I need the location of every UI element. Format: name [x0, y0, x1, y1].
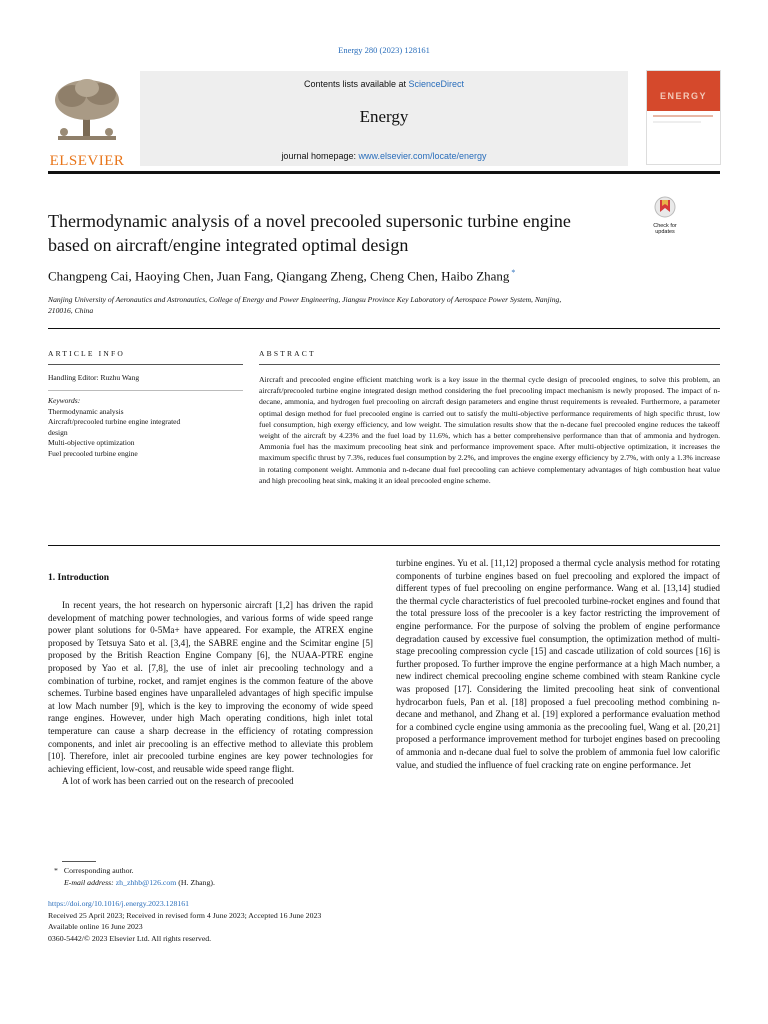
abstract-rule	[259, 364, 720, 365]
doi-link[interactable]: https://doi.org/10.1016/j.energy.2023.128161	[48, 899, 190, 908]
email-label: E-mail address:	[64, 878, 116, 887]
author-list	[48, 268, 515, 284]
handling-editor: Handling Editor: Ruzhu Wang	[48, 373, 140, 382]
corresponding-author-mark[interactable]: *	[511, 268, 516, 277]
cover-title: ENERGY	[659, 91, 707, 101]
check-for-updates-badge[interactable]	[648, 196, 682, 235]
title-line-1: Thermodynamic analysis of a novel precooled supersonic turbine engine	[48, 211, 571, 231]
editor-rule	[48, 390, 243, 391]
article-title	[48, 209, 648, 257]
affiliation	[48, 294, 720, 316]
abstract-bottom-rule	[48, 545, 720, 546]
publication-info	[48, 898, 321, 944]
keywords-label: Keywords:	[48, 396, 81, 405]
sciencedirect-link[interactable]: ScienceDirect	[408, 79, 465, 89]
received-dates: Received 25 April 2023; Received in revised form 4 June 2023; Accepted 16 June 2023	[48, 910, 322, 920]
journal-reference[interactable]: Energy 280 (2023) 128161	[338, 45, 430, 55]
keyword-item: Fuel precooled turbine engine	[48, 448, 138, 458]
contents-prefix: Contents lists available at	[303, 79, 409, 89]
updates-badge-line1: Check for	[653, 223, 677, 229]
copyright: 0360-5442/© 2023 Elsevier Ltd. All rights reserved.	[48, 933, 212, 943]
article-info-heading: ARTICLE INFO	[48, 349, 125, 358]
journal-header	[140, 71, 628, 166]
abstract-heading: ABSTRACT	[259, 349, 316, 358]
keyword-item: Thermodynamic analysis	[48, 406, 124, 416]
keyword-list	[48, 396, 228, 459]
elsevier-tree-icon	[46, 76, 128, 146]
journal-homepage-link[interactable]: www.elsevier.com/locate/energy	[358, 151, 487, 161]
keyword-item: design	[48, 427, 68, 437]
homepage-prefix: journal homepage:	[281, 151, 359, 161]
section-heading: 1. Introduction	[48, 573, 110, 583]
journal-name[interactable]: Energy	[359, 107, 409, 126]
footnote-star: *	[54, 866, 58, 875]
left-column	[48, 599, 373, 788]
author-email-link[interactable]: zh_zhhb@126.com	[115, 878, 177, 887]
article-info-rule	[48, 364, 243, 365]
elsevier-logo	[46, 76, 128, 169]
affiliation-rule	[48, 328, 720, 329]
updates-icon	[653, 196, 677, 218]
updates-badge-line2: updates	[655, 229, 675, 235]
abstract-text: Aircraft and precooled engine efficient matching work is a key issue in the thermal cycle design of precooled engines, to solve this problem, an aircraft/precooled turbine engine integrated design method considering the fuel precooling impact mechanism is newly proposed. The impact of n-decane, ammonia, and hydrogen fuel precooling on aircraft design parameters and engine thrust requirements is revealed. Furthermore, a parameter optimal design method for fuel precooled engine is carried out to satisfy the multi-objective performance requirements of high specific thrust, low fuel consumption, high exergy efficiency, and low weight. The simulation results show that the n-decane fuel precooled engine reduces the takeoff weight of the aircraft by 4.23% and the fuel load by 11.6%, which has a better comprehensive performance than that of ammonia and hydrogen. Ammonia fuel has the maximum precooling heat sink and performance improvement space. After multi-objective optimization, it increases the maximum specific thrust by 7.3%, reduces fuel consumption by 2.2%, and improves the engine exergy efficiency by 2.7%, with only a 1.3% increase in rotating component weight. Ammonia and n-decane dual fuel precooling can achieve complementary advantages of high combustion heat value and high precooling heat sink, making it an ideal precooled engine scheme.	[259, 375, 720, 485]
right-column: turbine engines. Yu et al. [11,12] proposed a thermal cycle analysis method for rotating components of turbine engines based on fuel precooling and explored the impact of different types of fuel precooling on engine performance. Wang et al. [13,14] studied the thermal cycle characteristics of fuel precooled turbine-rocket engines and found that the total pressure loss of the precooler is a key factor restricting the improvement of engine performance. For the purpose of solving the problem of engine performance degradation caused by excessive fuel consumption, the optimization method of multi-stage precooling compression cycle [15] and cascade utilization of cold sources [16] is further proposed. To further improve the engine performance at a high Mach number, a new indirect chemical precooling engine scheme combined with steam Rankine cycle was proposed [17]. Considering the limited precooling heat sink of conventional hydrocarbon fuels, Pan et al. [18] proposed a fuel precooling method combining n-decane and methanol, and Zhang et al. [19] explored a performance evaluation method for a combined cycle engine using ammonia as the precooling fuel, Wang et al. [20,21] proposed a performance improvement method for turbojet engines based on precooling of ammonia and n-decane dual fuel to solve the problem of ammonia fuel low calorific value, and studied the influence of fuel cracking rate on engine performance. Jet	[396, 558, 720, 770]
intro-paragraph-2: A lot of work has been carried out on the research of precooled	[62, 776, 294, 787]
email-suffix: (H. Zhang).	[176, 878, 215, 887]
publisher-name: ELSEVIER	[49, 153, 125, 169]
affiliation-line-1: Nanjing University of Aeronautics and Astronautics, College of Energy and Power Engineering, Jiangsu Province Key Laboratory of Aerospace Power System, Nanjing,	[48, 295, 562, 304]
header-rule	[48, 171, 720, 174]
intro-paragraph-1: In recent years, the hot research on hypersonic aircraft [1,2] has driven the rapid development of matching power technologies, and various forms of wide speed range power plant solutions for 0-5Ma+ have appeared. For example, the ATREX engine proposed by Tetsuya Sato et al. [3,4], the SABRE engine and the Scimitar engine [5] proposed by the British Reaction Engine Company [6], the NUAA-PTRE engine proposed by Yao et al. [7,8], the use of inlet air precooling technology and a combination of turbine, rocket, and ramjet engines is the common feature of the above schemes. Turbine based engines have unparalleled advantages of high specific impulse at low Mach number [9], which is the key to improving the economy of wide speed range engines. However, under high Mach operating conditions, high inlet total temperature can cause a sharp decrease in the efficiency of rotating compression components, and inlet air precooling is an effective method to alleviate this problem [10]. Therefore, inlet air precooled turbine engines are key power technologies for achieving efficient, low-cost, and reusable wide speed range flight.	[48, 600, 373, 774]
footnote-rule	[62, 861, 96, 862]
footnote	[48, 865, 215, 889]
keyword-item: Aircraft/precooled turbine engine integrated	[48, 417, 181, 426]
available-online: Available online 16 June 2023	[48, 922, 143, 931]
authors[interactable]: Changpeng Cai, Haoying Chen, Juan Fang, Qiangang Zheng, Cheng Chen, Haibo Zhang	[48, 268, 510, 284]
journal-cover[interactable]	[646, 70, 721, 165]
affiliation-line-2: 210016, China	[48, 306, 94, 315]
title-line-2: based on aircraft/engine integrated optimal design	[48, 235, 409, 255]
corresponding-author-note: Corresponding author.	[63, 866, 134, 875]
keyword-item: Multi-objective optimization	[48, 438, 135, 447]
